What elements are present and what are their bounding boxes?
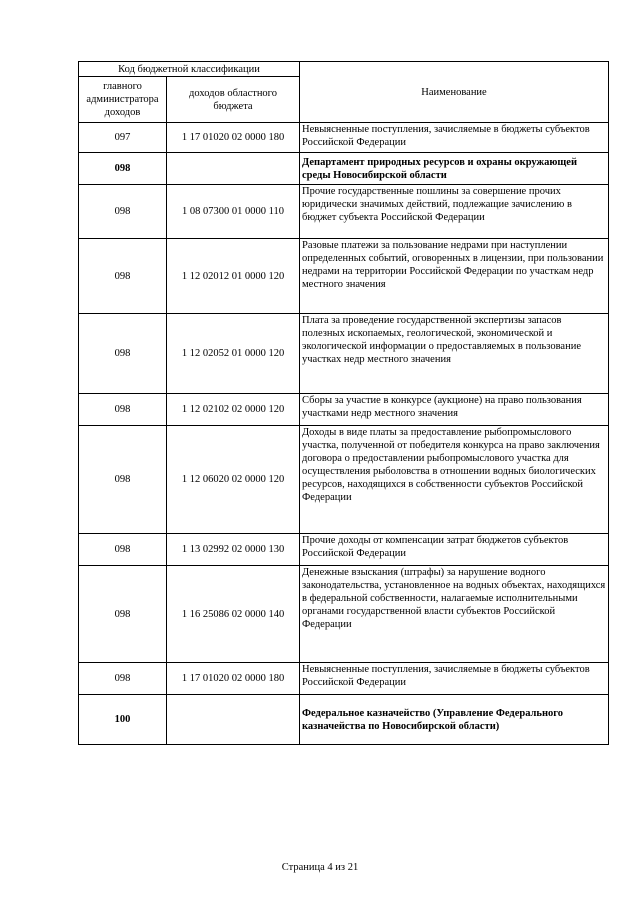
budget-code-cell	[167, 153, 300, 185]
name-cell: Прочие государственные пошлины за совершение прочих юридически значимых действий, подлежащие зачислению в бюджет субъекта Российской Федерации	[300, 185, 609, 239]
budget-code-cell: 1 17 01020 02 0000 180	[167, 663, 300, 695]
header-row-top	[79, 62, 609, 77]
budget-code-cell: 1 12 06020 02 0000 120	[167, 426, 300, 534]
table-row	[79, 153, 609, 185]
header-budget-code-group: Код бюджетной классификации	[79, 62, 300, 77]
name-cell: Невыясненные поступления, зачисляемые в бюджеты субъектов Российской Федерации	[300, 123, 609, 153]
admin-code-cell: 098	[79, 426, 167, 534]
admin-code-cell: 100	[79, 695, 167, 745]
admin-code-cell: 098	[79, 314, 167, 394]
table-row	[79, 426, 609, 534]
name-cell: Федеральное казначейство (Управление Федерального казначейства по Новосибирской области)	[300, 695, 609, 745]
name-cell: Департамент природных ресурсов и охраны окружающей среды Новосибирской области	[300, 153, 609, 185]
admin-code-cell: 098	[79, 663, 167, 695]
budget-code-cell: 1 13 02992 02 0000 130	[167, 534, 300, 566]
name-cell: Прочие доходы от компенсации затрат бюджетов субъектов Российской Федерации	[300, 534, 609, 566]
budget-code-cell: 1 16 25086 02 0000 140	[167, 566, 300, 663]
admin-code-cell: 098	[79, 566, 167, 663]
table-row	[79, 394, 609, 426]
name-cell: Плата за проведение государственной экспертизы запасов полезных ископаемых, геологической, экономической и экологической информации о предоставляемых в пользование участках недр местного значения	[300, 314, 609, 394]
table-row	[79, 663, 609, 695]
admin-code-cell: 097	[79, 123, 167, 153]
budget-code-cell: 1 12 02012 01 0000 120	[167, 239, 300, 314]
table-body	[79, 62, 609, 745]
table-row	[79, 314, 609, 394]
name-cell: Разовые платежи за пользование недрами при наступлении определенных событий, оговоренных в лицензии, при пользовании недрами на территории Российской Федерации по участкам недр местного значения	[300, 239, 609, 314]
table-row	[79, 185, 609, 239]
page-number: Страница 4 из 21	[281, 862, 359, 873]
admin-code-cell: 098	[79, 394, 167, 426]
name-cell: Денежные взыскания (штрафы) за нарушение водного законодательства, установленное на водных объектах, находящихся в федеральной собственности, налагаемые исполнительными органами государственной власти субъектов Российской Федерации	[300, 566, 609, 663]
table-row	[79, 695, 609, 745]
header-admin: главного администратора доходов	[79, 77, 167, 123]
budget-code-cell	[167, 695, 300, 745]
admin-code-cell: 098	[79, 185, 167, 239]
header-name: Наименование	[300, 62, 609, 123]
budget-code-cell: 1 12 02102 02 0000 120	[167, 394, 300, 426]
budget-code-cell: 1 17 01020 02 0000 180	[167, 123, 300, 153]
table-row	[79, 534, 609, 566]
budget-code-cell: 1 08 07300 01 0000 110	[167, 185, 300, 239]
table-row	[79, 239, 609, 314]
admin-code-cell: 098	[79, 153, 167, 185]
name-cell: Доходы в виде платы за предоставление рыбопромыслового участка, полученной от победителя конкурса на право заключения договора о предоставлении рыбопромыслового участка для осуществления рыболовства в отношении водных биологических ресурсов, находящихся в собственности субъектов Российской Федерации	[300, 426, 609, 534]
table-row	[79, 123, 609, 153]
admin-code-cell: 098	[79, 534, 167, 566]
admin-code-cell: 098	[79, 239, 167, 314]
name-cell: Невыясненные поступления, зачисляемые в бюджеты субъектов Российской Федерации	[300, 663, 609, 695]
name-cell: Сборы за участие в конкурсе (аукционе) на право пользования участками недр местного значения	[300, 394, 609, 426]
table-row	[79, 566, 609, 663]
budget-classification-table	[78, 61, 609, 745]
header-code: доходов областного бюджета	[167, 77, 300, 123]
budget-code-cell: 1 12 02052 01 0000 120	[167, 314, 300, 394]
